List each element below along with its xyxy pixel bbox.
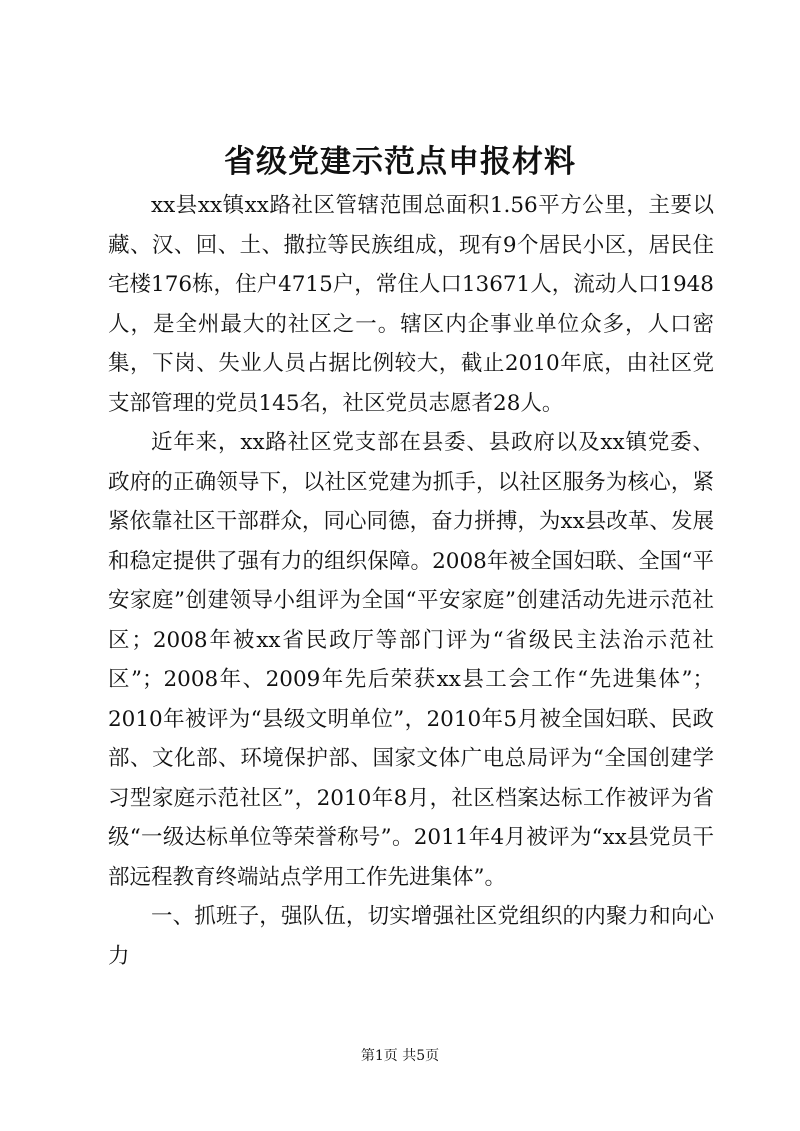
section-heading-1: 一、抓班子，强队伍，切实增强社区党组织的内聚力和向心力 — [108, 904, 714, 969]
document-title: 省级党建示范点申报材料 — [224, 144, 576, 180]
page-footer: 第1页 共5页 — [360, 1048, 440, 1064]
document-body — [108, 186, 714, 976]
paragraph-achievements: 近年来，xx路社区党支部在县委、县政府以及xx镇党委、政府的正确领导下，以社区党建为抓手，以社区服务为核心，紧紧依靠社区干部群众，同心同德，奋力拼搏，为xx县改革、发展和稳定提供了强有力的组织保障。2008年被全国妇联、全国“平安家庭”创建领导小组评为全国“平安家庭”创建活动先进示范社区；2008年被xx省民政厅等部门评为“省级民主法治示范社区”；2008年、2009年先后荣获xx县工会工作“先进集体”；2010年被评为“县级文明单位”，2010年5月被全国妇联、民政部、文化部、环境保护部、国家文体广电总局评为“全国创建学习型家庭示范社区”，2010年8月，社区档案达标工作被评为省级“一级达标单位等荣誉称号”。2011年4月被评为“xx县党员干部远程教育终端站点学用工作先进集体”。 — [108, 430, 714, 890]
paragraph-community-overview: xx县xx镇xx路社区管辖范围总面积1.56平方公里，主要以藏、汉、回、土、撒拉等民族组成，现有9个居民小区，居民住宅楼176栋，住户4715户，常住人口13671人，流动人口1948人，是全州最大的社区之一。辖区内企事业单位众多，人口密集，下岗、失业人员占据比例较大，截止2010年底，由社区党支部管理的党员145名，社区党员志愿者28人。 — [108, 193, 714, 416]
